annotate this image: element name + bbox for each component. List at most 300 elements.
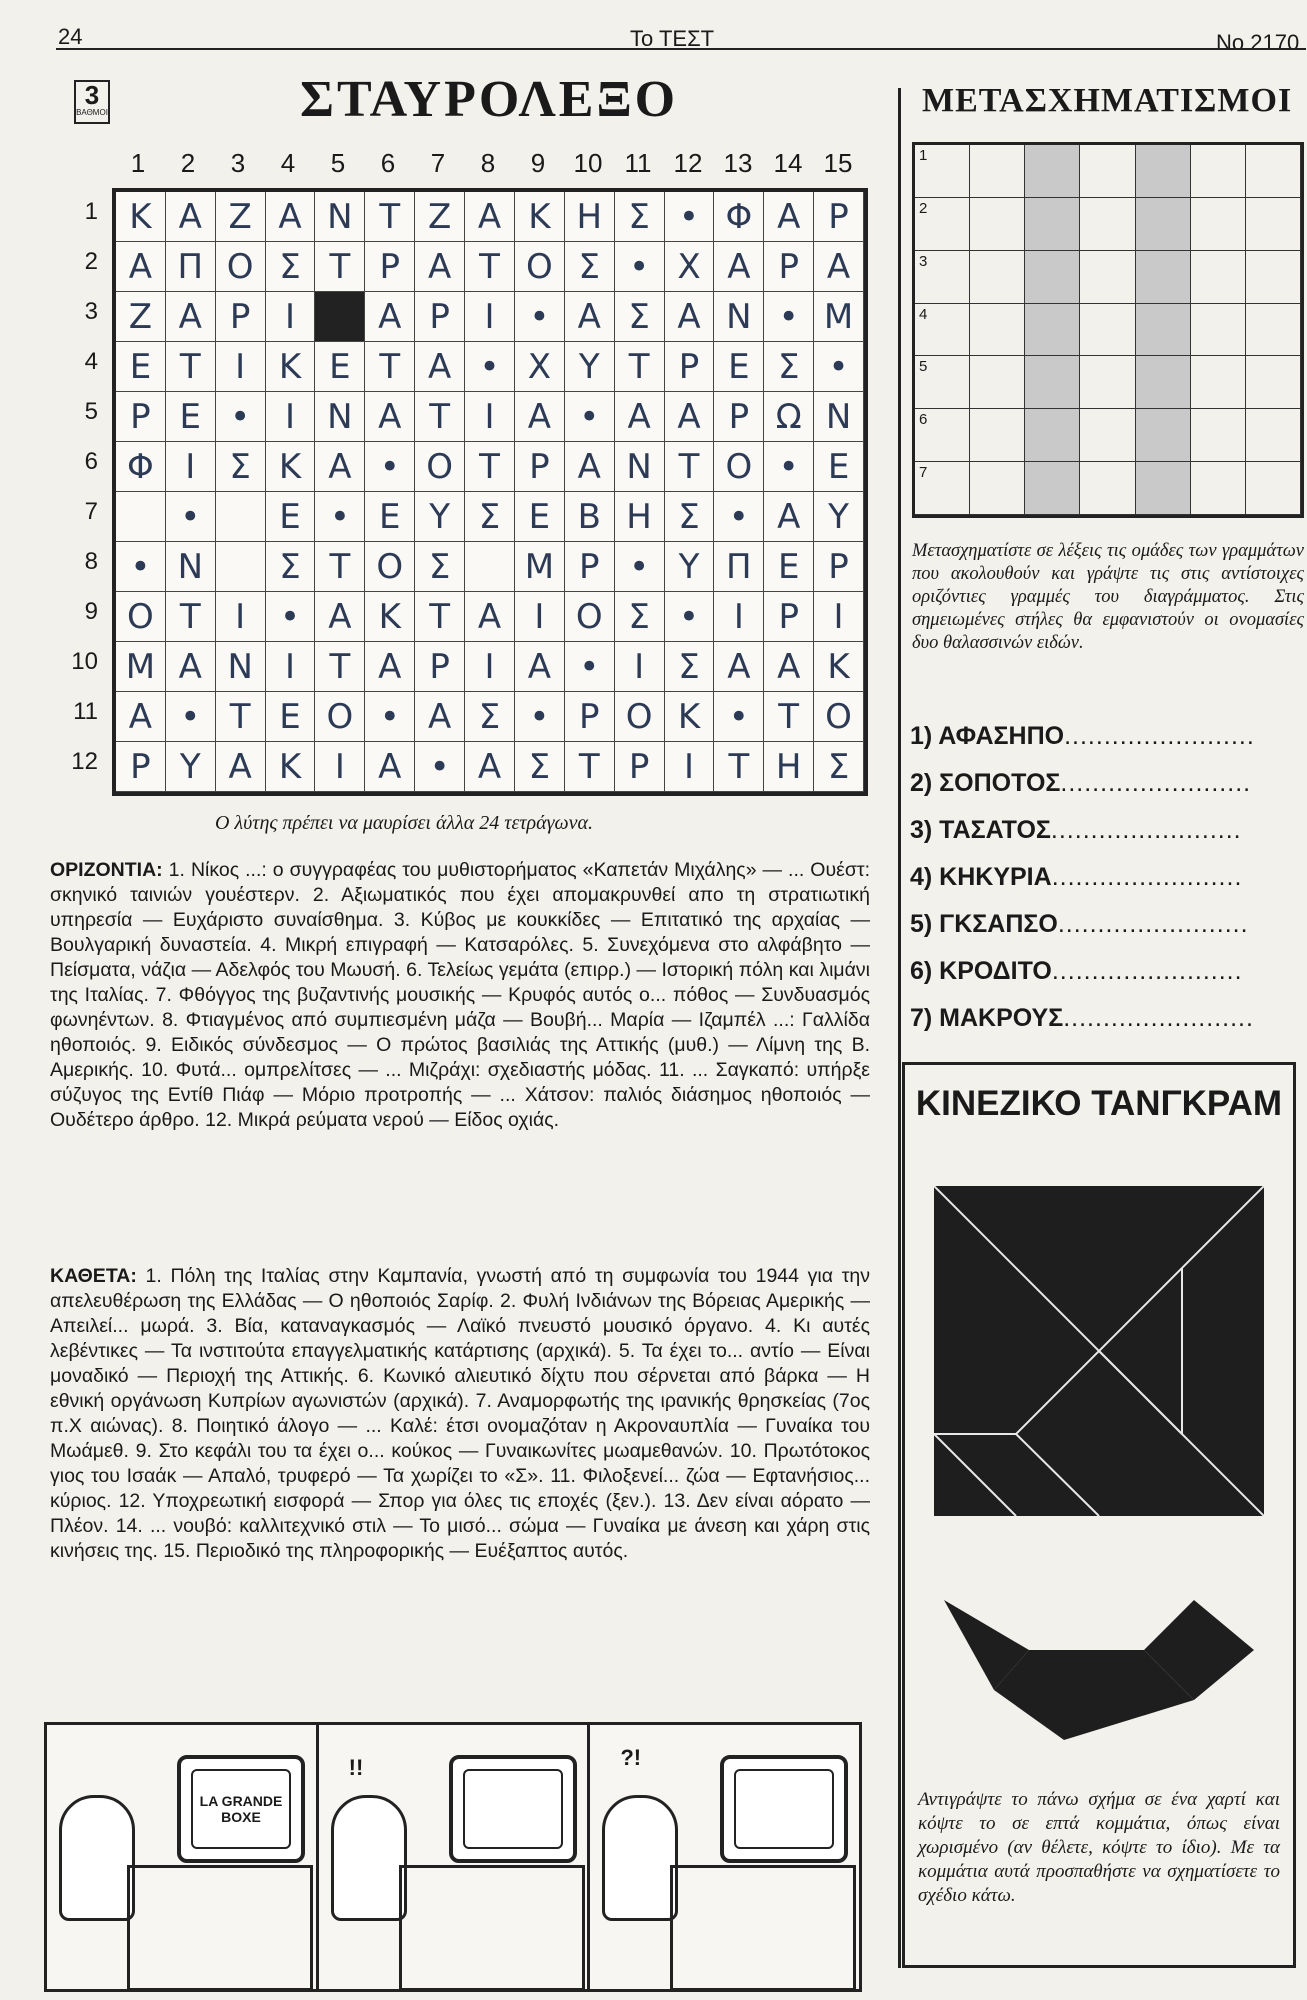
crossword-cell[interactable]: Ε <box>365 492 415 542</box>
crossword-note: Ο λύτης πρέπει να μαυρίσει άλλα 24 τετράγωνα. <box>215 812 593 834</box>
transformations-grid[interactable] <box>912 142 1304 518</box>
transformation-cell[interactable] <box>1191 462 1246 515</box>
column-number: 3 <box>230 148 246 178</box>
transformation-cell[interactable] <box>915 462 970 515</box>
transformation-cell[interactable] <box>1191 409 1246 462</box>
crossword-cell[interactable]: Σ <box>216 442 266 492</box>
marked-column-cell[interactable] <box>1025 356 1080 409</box>
row-number: 8 <box>84 548 98 575</box>
crossword-cell[interactable]: Ε <box>714 342 764 392</box>
transformation-cell[interactable] <box>1080 409 1135 462</box>
crossword-cell[interactable]: Α <box>365 392 415 442</box>
crossword-cell[interactable]: • <box>266 592 316 642</box>
column-number: 15 <box>823 148 853 178</box>
marked-column-cell[interactable] <box>1025 462 1080 515</box>
crossword-cell[interactable]: Υ <box>166 742 216 792</box>
crossword-cell[interactable]: Υ <box>814 492 864 542</box>
transformation-cell[interactable] <box>1246 198 1301 251</box>
marked-column-cell[interactable] <box>1136 198 1191 251</box>
crossword-cell[interactable]: Ν <box>615 442 665 492</box>
crossword-cell[interactable]: Α <box>515 642 565 692</box>
transformation-letters: 2) ΣΟΠΟΤΟΣ <box>910 769 1061 797</box>
crossword-cell[interactable]: Ρ <box>814 192 864 242</box>
crossword-cell[interactable]: Ο <box>814 692 864 742</box>
crossword-cell[interactable]: Ε <box>166 392 216 442</box>
crossword-cell[interactable]: • <box>764 292 814 342</box>
crossword-cell[interactable]: Ρ <box>116 392 166 442</box>
crossword-cell[interactable]: Ρ <box>615 742 665 792</box>
crossword-cell[interactable]: Α <box>415 692 465 742</box>
crossword-cell[interactable]: Υ <box>565 342 615 392</box>
crossword-cell[interactable]: Ρ <box>565 542 615 592</box>
transformation-cell[interactable] <box>1191 198 1246 251</box>
crossword-cell[interactable]: Ζ <box>216 192 266 242</box>
column-number: 10 <box>573 148 603 178</box>
crossword-cell[interactable]: • <box>615 242 665 292</box>
crossword-cell[interactable]: • <box>116 542 166 592</box>
transformation-cell[interactable] <box>915 145 970 198</box>
crossword-cell[interactable]: Ι <box>266 392 316 442</box>
crossword-cell[interactable]: Α <box>764 492 814 542</box>
crossword-cell[interactable]: Ρ <box>415 292 465 342</box>
crossword-cell[interactable]: Ι <box>216 592 266 642</box>
column-number: 7 <box>430 148 446 178</box>
crossword-cell[interactable]: • <box>764 442 814 492</box>
crossword-cell[interactable]: Σ <box>565 242 615 292</box>
transformation-cell[interactable] <box>1080 251 1135 304</box>
crossword-cell[interactable]: Χ <box>665 242 715 292</box>
crossword-cell[interactable]: Ζ <box>116 292 166 342</box>
crossword-cell[interactable]: Σ <box>266 542 316 592</box>
answer-blank[interactable]: ........................ <box>1051 863 1243 891</box>
crossword-cell[interactable]: Ε <box>116 342 166 392</box>
crossword-cell[interactable]: Α <box>465 592 515 642</box>
crossword-cell[interactable]: Ε <box>764 542 814 592</box>
crossword-cell[interactable]: Α <box>764 192 814 242</box>
crossword-cell[interactable]: Α <box>315 442 365 492</box>
crossword-cell[interactable]: Ρ <box>116 742 166 792</box>
crossword-cell[interactable] <box>216 492 266 542</box>
crossword-cell[interactable]: Τ <box>166 592 216 642</box>
crossword-cell[interactable] <box>216 542 266 592</box>
crossword-cell[interactable]: • <box>665 192 715 242</box>
transformation-item <box>910 957 1304 1004</box>
crossword-cell[interactable]: Ο <box>216 242 266 292</box>
marked-column-cell[interactable] <box>1136 145 1191 198</box>
marked-column-cell[interactable] <box>1136 356 1191 409</box>
across-clues <box>50 858 870 1133</box>
crossword-cell[interactable]: Σ <box>665 492 715 542</box>
crossword-cell[interactable]: Τ <box>166 342 216 392</box>
viewer-figure <box>602 1795 678 1921</box>
crossword-cell[interactable]: Α <box>116 242 166 292</box>
transformation-cell[interactable] <box>1191 356 1246 409</box>
crossword-cell[interactable]: Α <box>415 242 465 292</box>
crossword-cell[interactable]: Ι <box>266 642 316 692</box>
crossword-cell[interactable]: • <box>365 442 415 492</box>
marked-column-cell[interactable] <box>1136 409 1191 462</box>
crossword-cell[interactable]: Τ <box>465 442 515 492</box>
crossword-cell[interactable]: • <box>565 392 615 442</box>
crossword-cell[interactable]: • <box>714 692 764 742</box>
answer-blank[interactable]: ........................ <box>1051 957 1243 985</box>
crossword-cell[interactable]: Ο <box>714 442 764 492</box>
crossword-cell[interactable]: Σ <box>814 742 864 792</box>
answer-blank[interactable]: ........................ <box>1057 910 1249 938</box>
answer-blank[interactable]: ........................ <box>1060 769 1252 797</box>
transformations-title: ΜΕΤΑΣΧΗΜΑΤΙΣΜΟΙ <box>922 82 1293 119</box>
crossword-cell[interactable]: • <box>565 642 615 692</box>
crossword-cell[interactable]: Α <box>166 292 216 342</box>
crossword-cell[interactable]: Σ <box>465 492 515 542</box>
crossword-cell[interactable]: Ρ <box>714 392 764 442</box>
transformation-cell[interactable] <box>1191 145 1246 198</box>
comic-panel <box>319 1725 591 1989</box>
crossword-cell[interactable]: Ν <box>714 292 764 342</box>
crossword-cell[interactable]: Ε <box>266 692 316 742</box>
crossword-cell[interactable]: Κ <box>515 192 565 242</box>
crossword-cell[interactable]: • <box>515 692 565 742</box>
crossword-cell[interactable]: Ρ <box>365 242 415 292</box>
transformation-cell[interactable] <box>915 409 970 462</box>
crossword-cell[interactable]: Ε <box>814 442 864 492</box>
transformation-cell[interactable] <box>1080 145 1135 198</box>
boxing-scene <box>463 1769 563 1849</box>
marked-column-cell[interactable] <box>1025 409 1080 462</box>
crossword-cell[interactable]: Ρ <box>764 592 814 642</box>
crossword-cell[interactable]: Φ <box>116 442 166 492</box>
crossword-cell[interactable]: Χ <box>515 342 565 392</box>
crossword-cell[interactable]: Α <box>415 342 465 392</box>
crossword-cell[interactable]: Ρ <box>814 542 864 592</box>
crossword-cell[interactable]: Α <box>315 592 365 642</box>
crossword-cell[interactable]: Π <box>166 242 216 292</box>
across-text: 1. Νίκος ...: ο συγγραφέας του μυθιστορήματος «Καπετάν Μιχάλης» — ... Ουέστ: σκηνικό ταινιών γουέστερν. 2. Αξιωματικός που έχει απομακρυνθεί απο τη στρατιωτική υπηρεσία — Ευχάριστο συναίσθημα. 3. Κύβος με κουκκίδες — Επιτατικό της αρχαίας — Βουλγαρική δυναστεία. 4. Μικρή επιγραφή — Κατσαρόλες. 5. Συνεχόμενα στο αλφάβητο — Πείσματα, νάζια — Αδελφός του Μωυσή. 6. Τελείως γεμάτα (επιρρ.) — Ιστορική πόλη και λιμάνι της Ιταλίας. 7. Φθόγγος της βυζαντινής μουσικής — Κρυφός αυτός ο... πόθος — Συνδυασμός φωνηέντων. 8. Φτιαγμένος από συμπιεσμένη μάζα — Βουβή... Μαρία — Ιζαμπέλ ...: Γαλλίδα ηθοποιός. 9. Ειδικός σύνδεσμος — Ο πρώτος βασιλιάς της Αττικής (μυθ.) — Λίμνη της Β. Αμερικής. 10. Φυτά... ομπρελίτσες — ... Μιζράχι: σχεδιαστής μόδας. 11. ... Σαγκαπό: υπήρξε σύζυγος της Εντίθ Πιάφ — Μόριο προτροπής — ... Χάτσον: παλιός διάσημος ηθοποιός — Ουδέτερο άρθρο. 12. Μικρά ρεύματα νερού — Είδος οχιάς. <box>50 859 870 1131</box>
crossword-cell[interactable]: Ο <box>565 592 615 642</box>
transformation-cell[interactable] <box>970 198 1025 251</box>
television <box>177 1755 305 1863</box>
crossword-cell[interactable]: Ι <box>465 292 515 342</box>
crossword-cell[interactable]: Σ <box>415 542 465 592</box>
crossword-cell[interactable] <box>116 492 166 542</box>
crossword-cell[interactable]: Α <box>365 742 415 792</box>
crossword-cell[interactable]: Ι <box>515 592 565 642</box>
transformation-cell[interactable] <box>970 251 1025 304</box>
crossword-cell[interactable]: Ω <box>764 392 814 442</box>
down-clues <box>50 1264 870 1564</box>
transformation-cell[interactable] <box>970 356 1025 409</box>
crossword-cell[interactable]: Α <box>615 392 665 442</box>
crossword-cell[interactable]: • <box>515 292 565 342</box>
tv-cabinet <box>127 1865 313 1991</box>
crossword-cell[interactable]: Τ <box>365 342 415 392</box>
transformation-cell[interactable] <box>1080 356 1135 409</box>
across-label: ΟΡΙΖΟΝΤΙΑ: <box>50 859 163 881</box>
crossword-cell[interactable]: Α <box>665 392 715 442</box>
transformation-cell[interactable] <box>915 198 970 251</box>
transformation-cell[interactable] <box>1246 409 1301 462</box>
crossword-cell[interactable]: Ι <box>465 642 515 692</box>
crossword-cell[interactable]: • <box>166 692 216 742</box>
crossword-cell[interactable]: Τ <box>565 742 615 792</box>
row-number: 4 <box>84 348 98 375</box>
crossword-cell[interactable]: • <box>315 492 365 542</box>
marked-column-cell[interactable] <box>1025 251 1080 304</box>
crossword-cell[interactable]: Τ <box>415 592 465 642</box>
crossword-cell[interactable]: • <box>216 392 266 442</box>
tangram-whale-shape <box>934 1590 1264 1760</box>
crossword-cell[interactable]: Α <box>166 192 216 242</box>
crossword-cell[interactable]: Σ <box>266 242 316 292</box>
crossword-cell[interactable]: Κ <box>116 192 166 242</box>
transformation-letters: 5) ΓΚΣΑΠΣΟ <box>910 910 1058 938</box>
crossword-cell[interactable]: Α <box>365 642 415 692</box>
crossword-cell[interactable]: Ι <box>166 442 216 492</box>
crossword-cell[interactable]: • <box>365 692 415 742</box>
transformation-item <box>910 910 1304 957</box>
crossword-cell[interactable]: Ρ <box>665 342 715 392</box>
transformation-cell[interactable] <box>1246 251 1301 304</box>
transformation-cell[interactable] <box>970 409 1025 462</box>
crossword-cell[interactable]: Ν <box>315 192 365 242</box>
crossword-cell[interactable]: • <box>166 492 216 542</box>
crossword-cell[interactable]: Ι <box>615 642 665 692</box>
answer-blank[interactable]: ........................ <box>1050 816 1242 844</box>
crossword-cell[interactable]: Ρ <box>565 692 615 742</box>
transformations-instructions: Μετασχηματίστε σε λέξεις τις ομάδες των γραμμάτων που ακολουθούν και γράψτε τις στις αντίστοιχες οριζόντιες γραμμές του διαγράμματος. Στις σημειωμένες στήλες θα εμφανιστούν οι ονομασίες δυο θαλασσινών ειδών. <box>912 541 1304 653</box>
crossword-cell[interactable]: Σ <box>615 192 665 242</box>
column-divider <box>898 88 901 1968</box>
crossword-cell[interactable]: Ε <box>266 492 316 542</box>
crossword-cell[interactable]: Μ <box>814 292 864 342</box>
crossword-cell[interactable]: Α <box>565 442 615 492</box>
television <box>720 1755 848 1863</box>
crossword-cell[interactable]: Α <box>166 642 216 692</box>
tv-screen-caption: LA GRANDE BOXE <box>191 1769 291 1849</box>
crossword-cell[interactable]: Ι <box>216 342 266 392</box>
crossword-cell[interactable]: Κ <box>665 692 715 742</box>
transformation-cell[interactable] <box>970 304 1025 357</box>
transformation-cell[interactable] <box>1246 304 1301 357</box>
crossword-cell[interactable]: Τ <box>315 542 365 592</box>
column-number: 2 <box>180 148 196 178</box>
crossword-cell[interactable]: Σ <box>615 292 665 342</box>
crossword-cell[interactable]: Ρ <box>216 292 266 342</box>
transformation-row-number: 6 <box>919 411 928 429</box>
crossword-cell[interactable]: Ν <box>166 542 216 592</box>
transformation-cell[interactable] <box>1191 251 1246 304</box>
crossword-cell[interactable]: Ι <box>714 592 764 642</box>
crossword-cell[interactable]: Υ <box>665 542 715 592</box>
crossword-cell[interactable]: Ο <box>615 692 665 742</box>
column-number: 14 <box>773 148 803 178</box>
down-label: ΚΑΘΕΤΑ: <box>50 1265 137 1287</box>
crossword-cell[interactable]: Ε <box>315 342 365 392</box>
crossword-cell[interactable]: Α <box>764 642 814 692</box>
transformation-row-number: 3 <box>919 252 928 270</box>
transformation-item <box>910 769 1304 816</box>
crossword-cell[interactable]: Ο <box>365 542 415 592</box>
crossword-cell[interactable]: Σ <box>764 342 814 392</box>
crossword-cell[interactable]: Ρ <box>764 242 814 292</box>
crossword-cell[interactable]: Ρ <box>415 642 465 692</box>
difficulty-badge <box>74 80 110 124</box>
transformation-cell[interactable] <box>1080 304 1135 357</box>
crossword-cell[interactable]: Α <box>216 742 266 792</box>
crossword-row-numbers <box>62 188 102 808</box>
crossword-cell[interactable]: Υ <box>415 492 465 542</box>
crossword-cell[interactable]: Ι <box>814 592 864 642</box>
transformation-cell[interactable] <box>915 251 970 304</box>
column-number: 9 <box>530 148 546 178</box>
crossword-grid[interactable] <box>112 188 868 796</box>
viewer-figure <box>331 1795 407 1921</box>
crossword-cell[interactable]: Μ <box>116 642 166 692</box>
crossword-cell[interactable]: Α <box>714 242 764 292</box>
crossword-cell[interactable]: Τ <box>315 642 365 692</box>
crossword-cell[interactable] <box>465 542 515 592</box>
crossword-cell[interactable]: Α <box>515 392 565 442</box>
marked-column-cell[interactable] <box>1136 251 1191 304</box>
crossword-cell[interactable]: Ν <box>216 642 266 692</box>
crossword-cell[interactable]: Α <box>714 642 764 692</box>
transformation-row-number: 7 <box>919 464 928 482</box>
marked-column-cell[interactable] <box>1025 198 1080 251</box>
crossword-cell[interactable]: Σ <box>515 742 565 792</box>
down-text: 1. Πόλη της Ιταλίας στην Καμπανία, γνωστή από τη συμφωνία του 1944 για την απελευθέρωση της Ελλάδας — Ο ηθοποιός Σαρίφ. 2. Φυλή Ινδιάνων της Βόρειας Αμερικής — Απειλεί... μωρά. 3. Βία, καταναγκασμός — Λαϊκό πνευστό μουσικό όργανο. 4. Κι αυτές λεβέντικες — Τα ινστιτούτα επαγγελματικής κατάρτισης (αρχικά). 5. Τα έχει το... αντίο — Είναι μοναδικό — Περιοχή της Αττικής. 6. Κωνικό αλιευτικό δίχτυ που σέρνεται από βάρκα — Η εθνική οργάνωση Κυπρίων αγωνιστών (αρχικά). 7. Αναμορφωτής της ιρανικής θρησκείας (7ος π.Χ αιώνας). 8. Ποιητικό άλογο — ... Καλέ: έτσι ονομαζόταν η Ακροναυπλία — Γυναίκα του Μωάμεθ. 9. Στο κεφάλι του τα έχει ο... κούκος — Γυναικωνίτες μωαμεθανών. 10. Πρωτότοκος γιος του Ισαάκ — Απαλό, τρυφερό — Τα χωρίζει το «Σ». 11. Φιλοξενεί... ζώα — Εφτανήσιος... κύριος. 12. Υποχρεωτική εισφορά — Σπορ για όλες τις εποχές (ξεν.). 13. Δεν είναι αόρατο — Πλέον. 14. ... νουβό: καλλιτεχνικό στιλ — Το μισό... σώμα — Γυναίκα με άνεση και χάρη στις κινήσεις της. 15. Περιοδικό της πληροφορικής — Ευέξαπτος αυτός. <box>50 1265 870 1562</box>
crossword-cell[interactable]: • <box>665 592 715 642</box>
marked-column-cell[interactable] <box>1025 145 1080 198</box>
crossword-cell[interactable]: • <box>615 542 665 592</box>
crossword-cell[interactable]: Κ <box>266 342 316 392</box>
crossword-cell[interactable]: Τ <box>216 692 266 742</box>
crossword-cell[interactable]: Ο <box>515 242 565 292</box>
transformation-cell[interactable] <box>1080 462 1135 515</box>
crossword-cell[interactable]: Τ <box>365 192 415 242</box>
row-number: 10 <box>71 648 98 675</box>
marked-column-cell[interactable] <box>1136 304 1191 357</box>
transformation-row-number: 5 <box>919 358 928 376</box>
marked-column-cell[interactable] <box>1025 304 1080 357</box>
crossword-cell[interactable]: Ο <box>315 692 365 742</box>
crossword-cell[interactable]: Α <box>465 192 515 242</box>
transformation-cell[interactable] <box>915 356 970 409</box>
magazine-name: Το ΤΕΣΤ <box>630 26 715 51</box>
crossword-cell[interactable]: Α <box>266 192 316 242</box>
comic-strip <box>44 1722 862 1992</box>
crossword-black-cell[interactable] <box>315 292 365 342</box>
crossword-cell[interactable]: Α <box>116 692 166 742</box>
column-number: 8 <box>480 148 496 178</box>
crossword-cell[interactable]: Τ <box>465 242 515 292</box>
transformation-cell[interactable] <box>915 304 970 357</box>
transformation-cell[interactable] <box>1246 356 1301 409</box>
crossword-cell[interactable]: • <box>814 342 864 392</box>
comic-panel <box>47 1725 319 1989</box>
crossword-cell[interactable]: Η <box>565 192 615 242</box>
row-number: 1 <box>84 198 98 225</box>
difficulty-label: ΒΑΘΜΟΙ <box>76 108 108 117</box>
crossword-cell[interactable]: • <box>465 342 515 392</box>
viewer-figure <box>59 1795 135 1921</box>
crossword-cell[interactable]: Κ <box>365 592 415 642</box>
transformation-cell[interactable] <box>1191 304 1246 357</box>
crossword-cell[interactable]: Α <box>365 292 415 342</box>
crossword-cell[interactable]: Ο <box>415 442 465 492</box>
crossword-cell[interactable]: Φ <box>714 192 764 242</box>
transformation-cell[interactable] <box>1246 462 1301 515</box>
crossword-cell[interactable]: Τ <box>615 342 665 392</box>
crossword-cell[interactable]: Σ <box>615 592 665 642</box>
crossword-cell[interactable]: Τ <box>415 392 465 442</box>
crossword-cell[interactable]: Ρ <box>515 442 565 492</box>
row-number: 6 <box>84 448 98 475</box>
crossword-cell[interactable]: Η <box>764 742 814 792</box>
crossword-cell[interactable]: Τ <box>714 742 764 792</box>
crossword-cell[interactable]: Ι <box>266 292 316 342</box>
transformation-letters: 7) ΜΑΚΡΟΥΣ <box>910 1004 1064 1032</box>
crossword-cell[interactable]: Ι <box>465 392 515 442</box>
crossword-cell[interactable]: Σ <box>665 642 715 692</box>
comic-panel <box>590 1725 859 1989</box>
crossword-cell[interactable]: Κ <box>814 642 864 692</box>
crossword-cell[interactable]: Ο <box>116 592 166 642</box>
crossword-cell[interactable]: Ι <box>665 742 715 792</box>
crossword-cell[interactable]: Κ <box>266 742 316 792</box>
crossword-cell[interactable]: Α <box>665 292 715 342</box>
tv-cabinet <box>399 1865 585 1991</box>
transformation-cell[interactable] <box>1080 198 1135 251</box>
crossword-cell[interactable]: Π <box>714 542 764 592</box>
marked-column-cell[interactable] <box>1136 462 1191 515</box>
crossword-cell[interactable]: • <box>415 742 465 792</box>
tangram-square-diagram <box>934 1186 1264 1516</box>
crossword-cell[interactable]: Α <box>814 242 864 292</box>
crossword-cell[interactable]: Τ <box>315 242 365 292</box>
transformation-cell[interactable] <box>1246 145 1301 198</box>
transformation-letters: 3) ΤΑΣΑΤΟΣ <box>910 816 1051 844</box>
row-number: 5 <box>84 398 98 425</box>
column-number: 4 <box>280 148 296 178</box>
crossword-cell[interactable]: Ι <box>315 742 365 792</box>
crossword-cell[interactable]: Τ <box>665 442 715 492</box>
row-number: 3 <box>84 298 98 325</box>
crossword-column-numbers <box>118 148 868 178</box>
crossword-cell[interactable]: Σ <box>465 692 515 742</box>
tangram-instructions: Αντιγράψτε το πάνω σχήμα σε ένα χαρτί και κόψτε το σε επτά κομμάτια, όπως είναι χωρισμένο (αν θέλετε, κόψτε το ίδιο). Με τα κομμάτια αυτά προσπαθήστε να σχηματίσετε το σχέδιο κάτω. <box>918 1789 1280 1906</box>
transformation-cell[interactable] <box>970 462 1025 515</box>
crossword-cell[interactable]: • <box>714 492 764 542</box>
crossword-cell[interactable]: Α <box>465 742 515 792</box>
exclamation-mark: !! <box>348 1755 364 1780</box>
crossword-cell[interactable]: Ν <box>315 392 365 442</box>
crossword-cell[interactable]: Ν <box>814 392 864 442</box>
transformation-cell[interactable] <box>970 145 1025 198</box>
crossword-cell[interactable]: Μ <box>515 542 565 592</box>
crossword-cell[interactable]: Α <box>565 292 615 342</box>
transformation-item <box>910 722 1304 769</box>
crossword-cell[interactable]: Τ <box>764 692 814 742</box>
answer-blank[interactable]: ........................ <box>1064 722 1255 750</box>
crossword-cell[interactable]: Ε <box>515 492 565 542</box>
answer-blank[interactable]: ........................ <box>1063 1004 1254 1032</box>
crossword-cell[interactable]: Η <box>615 492 665 542</box>
transformation-row-number: 1 <box>919 147 928 164</box>
crossword-cell[interactable]: Β <box>565 492 615 542</box>
crossword-cell[interactable]: Ζ <box>415 192 465 242</box>
row-number: 12 <box>71 748 98 775</box>
crossword-cell[interactable]: Κ <box>266 442 316 492</box>
